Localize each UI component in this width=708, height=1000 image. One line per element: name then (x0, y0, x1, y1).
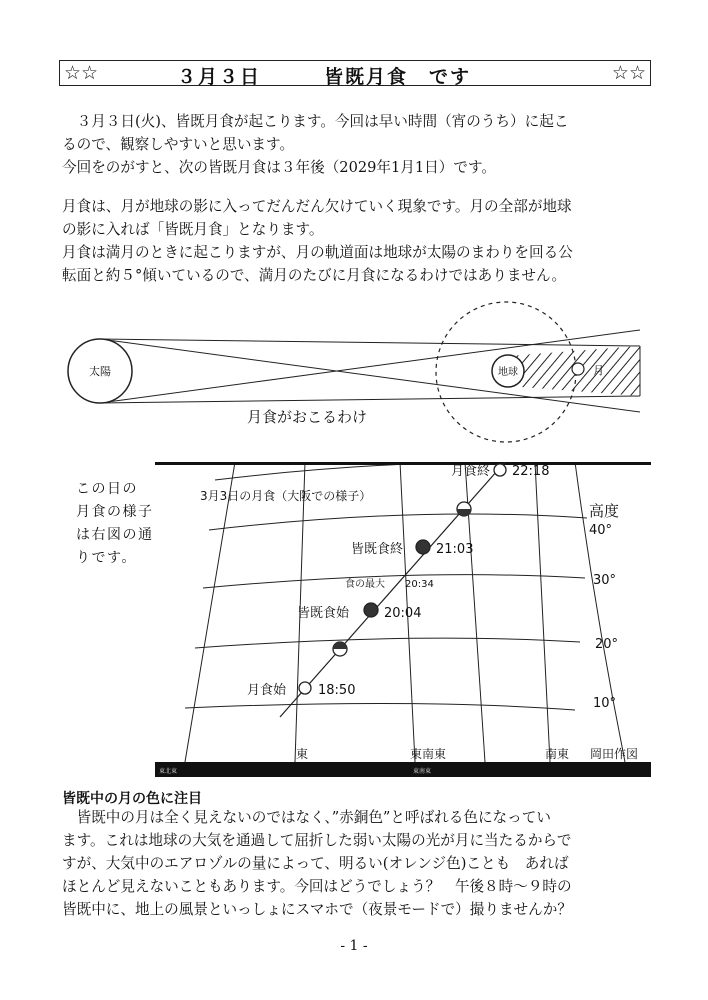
event-time: 22:18 (512, 464, 550, 479)
event-time: 20:04 (384, 606, 422, 621)
footer-small-label: 東南東 (413, 768, 432, 775)
event-name: 食の最大 (345, 579, 385, 590)
explain-paragraph (62, 195, 652, 287)
color-line: 皆既中に、地上の風景といっしょにスマホで（夜景モードで）撮りませんか？ (62, 901, 572, 918)
explain-line: の影に入れば「皆既月食」となります。 (62, 221, 324, 238)
direction-label: 東 (296, 747, 309, 761)
chart-author: 岡田作図 (590, 747, 639, 761)
explain-line: 月食は、月が地球の影に入ってだんだん欠けていく現象です。月の全部が地球 (62, 198, 572, 215)
direction-label: 南東 (545, 747, 570, 761)
event-name: 月食終 (451, 464, 491, 479)
star-left: ☆☆ (64, 62, 99, 84)
intro-line: ３月３日(火)、皆既月食が起こります。今回は早い時間（宵のうち）に起こ (62, 113, 569, 130)
page-title: ３月３日 皆既月食 です (177, 66, 472, 88)
page-title-box (59, 60, 651, 86)
star-right: ☆☆ (611, 62, 646, 84)
horizon-bar (155, 762, 651, 777)
page-number: - 1 - (340, 938, 368, 954)
section-heading: 皆既中の月の色に注目 (62, 791, 202, 807)
sun-label: 太陽 (89, 365, 111, 378)
altitude-tick: 20° (595, 637, 619, 652)
color-line: 皆既中の月は全く見えないのではなく、”赤銅色”と呼ばれる色になってい (62, 809, 551, 826)
side-line: 月食の様子 (76, 504, 154, 520)
altitude-tick: 30° (593, 573, 617, 588)
moon-marker-end (494, 464, 506, 476)
event-time: 20:34 (405, 579, 434, 590)
direction-label: 東南東 (410, 747, 447, 761)
earth-label: 地球 (498, 367, 518, 378)
explain-line: 転面と約５°傾いているので、満月のたびに月食になるわけではありません。 (62, 267, 567, 284)
color-line: ほとんど見えないこともあります。今回はどうでしょう？ 午後８時～９時の (62, 878, 572, 895)
intro-paragraph (62, 110, 652, 179)
moon-marker-total-end (416, 540, 430, 554)
footer-small-label: 東北東 (159, 768, 178, 775)
side-note (76, 478, 156, 570)
intro-line: 今回をのがすと、次の皆既月食は３年後（2029年1月1日）です。 (62, 159, 496, 176)
diagram-caption: 月食がおこるわけ (247, 408, 368, 426)
altitude-tick: 40° (589, 523, 613, 538)
color-line: すが、大気中のエアロゾルの量によって、明るい(オレンジ色)ことも あれば (62, 855, 569, 872)
event-name: 月食始 (247, 683, 287, 698)
side-line: りです。 (76, 550, 137, 566)
side-line: この日の (76, 481, 138, 497)
intro-line: るので、観察しやすいと思います。 (62, 136, 295, 153)
color-line: ます。これは地球の大気を通過して屈折した弱い太陽の光が月に当たるからで (62, 832, 572, 849)
moon-marker-total-begin (364, 603, 378, 617)
event-time: 21:03 (436, 542, 474, 557)
altitude-tick: 10° (593, 696, 617, 711)
event-time: 18:50 (318, 683, 356, 698)
ray-line (100, 339, 640, 346)
explain-line: 月食は満月のときに起こりますが、月の軌道面は地球が太陽のまわりを回る公 (62, 244, 573, 261)
altitude-axis-title: 高度 (589, 502, 620, 520)
eclipse-geometry-diagram (0, 300, 708, 450)
moon-label: 月 (593, 364, 604, 377)
eclipse-sky-chart (155, 462, 651, 777)
moon-marker-begin (299, 682, 311, 694)
color-paragraph (62, 806, 652, 921)
side-line: は右図の通 (76, 527, 154, 543)
moon-circle (572, 363, 584, 375)
event-name: 皆既食始 (297, 606, 350, 621)
chart-title: 3月3日の月食（大阪での様子） (200, 489, 372, 503)
event-name: 皆既食終 (351, 542, 404, 557)
ray-line (100, 396, 640, 403)
